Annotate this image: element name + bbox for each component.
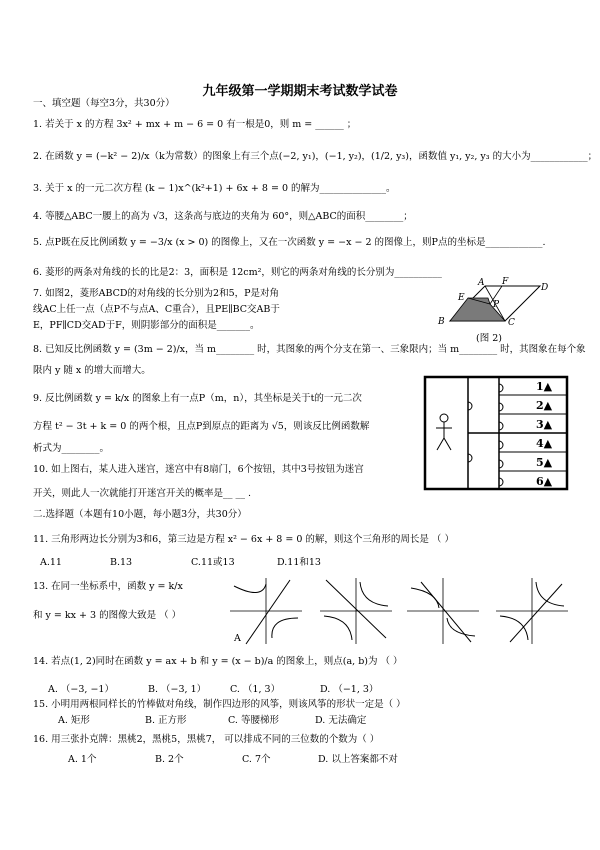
q15-option-b: B. 正方形 bbox=[145, 715, 187, 726]
question-16: 16. 用三张扑克牌：黑桃2，黑桃5，黑桃7， 可以排成不同的三位数的个数为（ ） bbox=[33, 734, 380, 745]
question-5: 5. 点P既在反比例函数 y = −3/x (x > 0) 的图像上，又在一次函数 y = −x − 2 的图像上，则P点的坐标是____________. bbox=[33, 237, 546, 248]
figure-2-caption: (图 2) bbox=[476, 333, 502, 344]
q15-option-c: C. 等腰梯形 bbox=[228, 715, 279, 726]
q15-option-d: D. 无法确定 bbox=[315, 715, 367, 726]
question-7-line-2: 线AC上任一点（点P不与点A、C重合），且PE∥BC交AB于 bbox=[33, 304, 280, 315]
q11-option-d: D.11和13 bbox=[277, 557, 321, 568]
section-2-heading: 二.选择题（本题有10小题，每小题3分，共30分） bbox=[33, 509, 247, 520]
maze-button-4: 4▲ bbox=[536, 437, 553, 450]
question-13-line-2: 和 y = kx + 3 的图像大致是 （ ） bbox=[33, 610, 182, 621]
section-1-heading: 一、填空题（每空3分，共30分） bbox=[33, 98, 175, 109]
label-c: C bbox=[508, 318, 515, 328]
q14-option-c: C. （1, 3） bbox=[230, 684, 281, 695]
question-7-line-1: 7. 如图2，菱形ABCD的对角线的长分别为2和5，P是对角 bbox=[33, 288, 280, 299]
q11-option-a: A.11 bbox=[40, 557, 62, 568]
q15-option-a: A. 矩形 bbox=[58, 715, 90, 726]
q13-graph-b bbox=[316, 578, 392, 644]
maze-button-2: 2▲ bbox=[536, 399, 553, 412]
question-9-line-1: 9. 反比例函数 y = k/x 的图象上有一点P（m，n），其坐标是关于t的一元二次 bbox=[33, 393, 362, 404]
maze-figure bbox=[424, 376, 569, 491]
q14-option-d: D. （−1, 3） bbox=[320, 684, 379, 695]
q16-option-d: D. 以上答案都不对 bbox=[318, 754, 398, 765]
question-6: 6. 菱形的两条对角线的长的比是2：3，面积是 12cm²，则它的两条对角线的长分别为__________ bbox=[33, 267, 442, 278]
question-13-line-1: 13. 在同一坐标系中，函数 y = k/x bbox=[33, 581, 183, 592]
q11-option-c: C.11或13 bbox=[191, 557, 235, 568]
q16-option-c: C. 7个 bbox=[242, 754, 271, 765]
label-p: P bbox=[493, 300, 500, 310]
page-title: 九年级第一学期期末考试数学试卷 bbox=[202, 84, 398, 99]
q13-option-a-label: A bbox=[234, 633, 241, 644]
q16-option-a: A. 1个 bbox=[68, 754, 97, 765]
maze-button-6: 6▲ bbox=[536, 475, 553, 488]
question-10-line-2: 开关，则此人一次就能打开迷宫开关的概率是__ __ . bbox=[33, 488, 252, 499]
question-9-line-3: 析式为________。 bbox=[33, 443, 110, 454]
label-e: E bbox=[458, 293, 465, 303]
question-4: 4. 等腰△ABC一腰上的高为 √3，这条高与底边的夹角为 60°，则△ABC的面积________； bbox=[33, 211, 413, 222]
person-icon bbox=[436, 414, 452, 450]
label-a: A bbox=[478, 278, 485, 288]
q13-graph-d bbox=[492, 578, 568, 644]
label-f: F bbox=[502, 277, 509, 287]
maze-button-3: 3▲ bbox=[536, 418, 553, 431]
maze-button-1: 1▲ bbox=[536, 380, 553, 393]
question-1: 1. 若关于 x 的方程 3x² + mx + m − 6 = 0 有一根是0，则 m = ______ ； bbox=[33, 119, 357, 130]
q11-option-b: B.13 bbox=[110, 557, 133, 568]
maze-button-5: 5▲ bbox=[536, 456, 553, 469]
q14-option-b: B. （−3, 1） bbox=[148, 684, 207, 695]
question-15: 15. 小明用两根同样长的竹棒做对角线，制作四边形的风筝，则该风筝的形状一定是（ ） bbox=[33, 699, 406, 710]
question-8-line-2: 限内 y 随 x 的增大而增大。 bbox=[33, 365, 151, 376]
question-11: 11. 三角形两边长分别为3和6，第三边是方程 x² − 6x + 8 = 0 的解，则这个三角形的周长是 （ ） bbox=[33, 534, 454, 545]
question-9-line-2: 方程 t² − 3t + k = 0 的两个根，且点P到原点的距离为 √5，则该反比例函数解 bbox=[33, 421, 370, 432]
question-8-line-1: 8. 已知反比例函数 y = (3m − 2)/x，当 m________ 时，其图象的两个分支在第一、三象限内；当 m________ 时，其图象在每个象 bbox=[33, 344, 586, 355]
label-b: B bbox=[438, 317, 445, 327]
question-14: 14. 若点(1, 2)同时在函数 y = ax + b 和 y = (x − b)/a 的图象上，则点(a, b)为 （ ） bbox=[33, 656, 403, 667]
q13-graph-c bbox=[403, 578, 479, 644]
question-3: 3. 关于 x 的一元二次方程 (k − 1)x^(k²+1) + 6x + 8 = 0 的解为______________。 bbox=[33, 183, 396, 194]
label-d: D bbox=[541, 283, 549, 293]
q14-option-a: A. （−3, −1） bbox=[48, 684, 114, 695]
question-2: 2. 在函数 y = (−k² − 2)/x（k为常数）的图象上有三个点(−2, y₁)，(−1, y₂)，(1/2, y₃)，函数值 y₁, y₂, y₃ 的大小为____________； bbox=[33, 151, 598, 162]
q16-option-b: B. 2个 bbox=[155, 754, 184, 765]
question-10-line-1: 10. 如上图右，某人进入迷宫，迷宫中有8扇门，6个按钮，其中3号按钮为迷宫 bbox=[33, 464, 364, 475]
question-7-line-3: E，PF∥CD交AD于F，则阴影部分的面积是_______。 bbox=[33, 320, 260, 331]
